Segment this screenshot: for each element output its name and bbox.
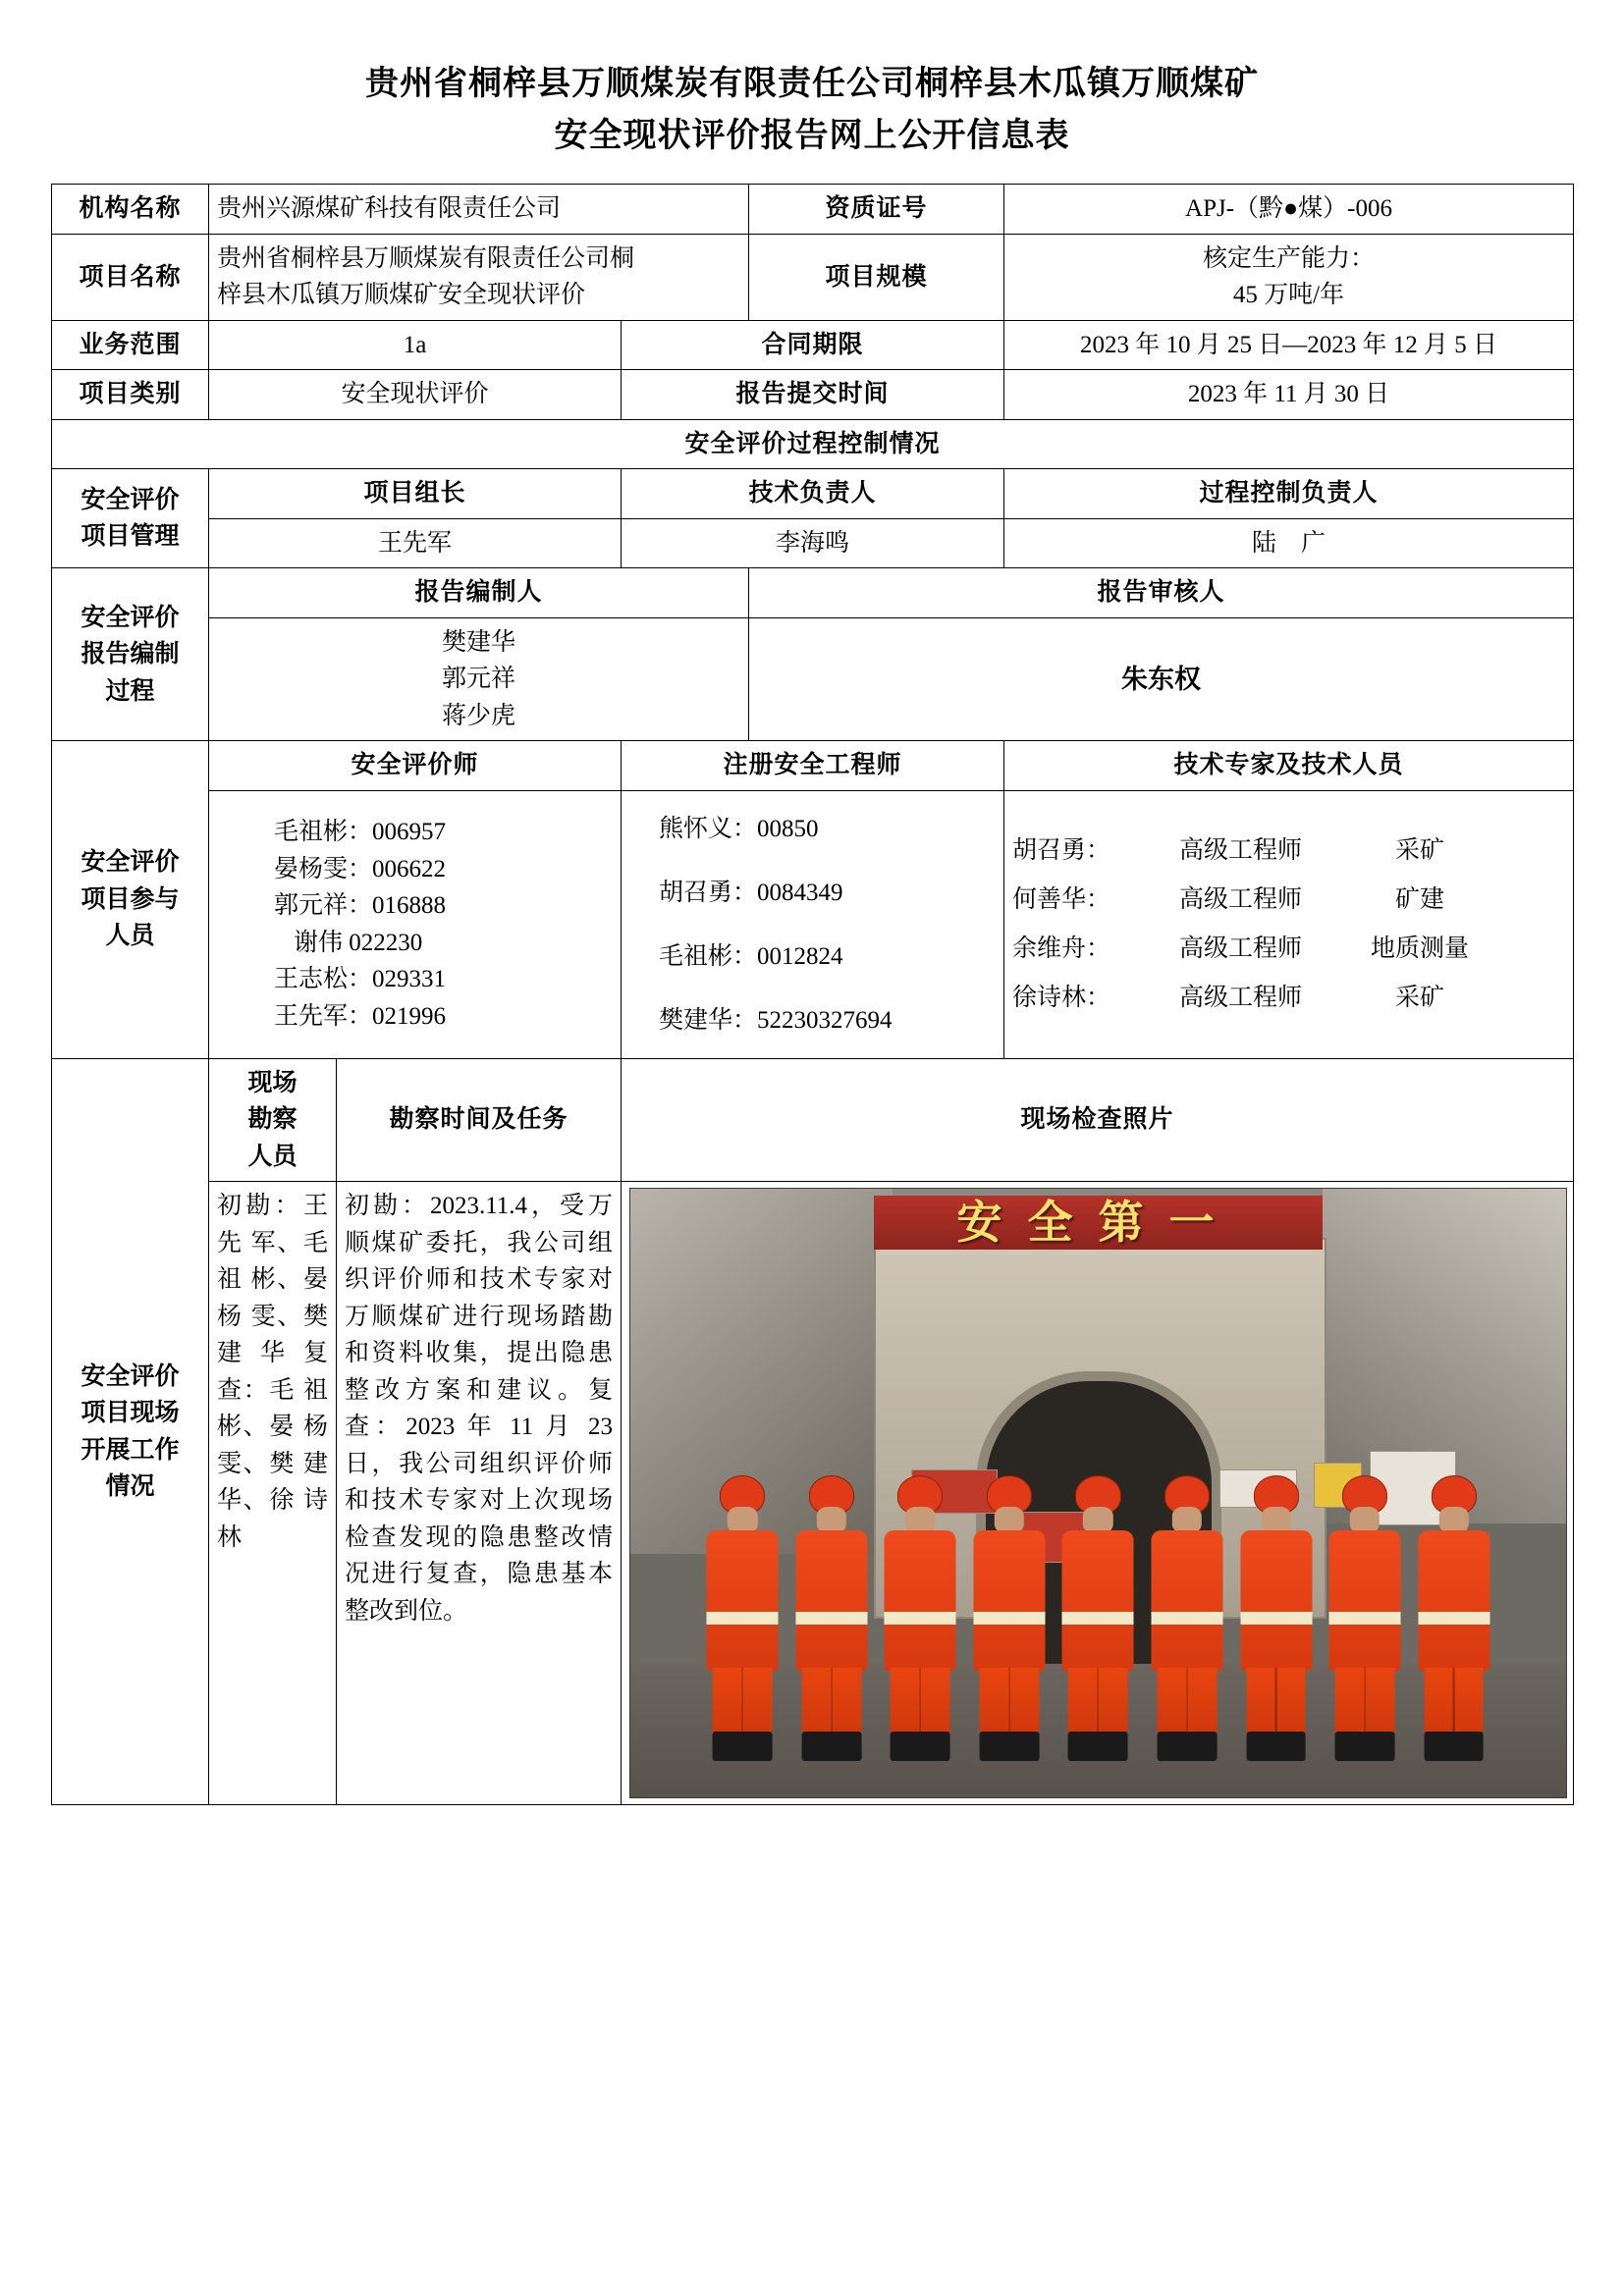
org-name-label: 机构名称	[52, 185, 209, 235]
report-process-label	[52, 568, 209, 741]
photo-worker	[1327, 1469, 1402, 1762]
expert-title: 高级工程师	[1179, 934, 1303, 962]
table-row	[52, 741, 1574, 791]
list-item	[1012, 876, 1565, 925]
table-row	[52, 469, 1574, 519]
participants-label-line-1: 安全评价	[81, 849, 180, 877]
project-scale-line-1: 核定生产能力：	[1203, 244, 1376, 272]
expert-name: 何善华：	[1012, 885, 1111, 913]
participants-label-line-2: 项目参与	[81, 885, 180, 913]
list-item: 晏杨雯：006622	[274, 855, 447, 882]
table-row	[52, 419, 1574, 469]
expert-name: 胡召勇：	[1012, 836, 1111, 864]
expert-field: 采矿	[1395, 984, 1445, 1011]
list-item: 王先军：021996	[274, 1002, 447, 1030]
project-name-value	[209, 234, 749, 320]
expert-title: 高级工程师	[1179, 836, 1303, 864]
site-staff-header-line-3: 人员	[247, 1143, 298, 1170]
engineer-header: 注册安全工程师	[622, 741, 1004, 791]
list-item: 蒋少虎	[442, 702, 516, 729]
table-row	[52, 1058, 1574, 1182]
table-row	[52, 1182, 1574, 1805]
table-row	[52, 568, 1574, 618]
table-row	[52, 790, 1574, 1058]
assessor-list	[209, 790, 622, 1058]
photo-worker	[1417, 1469, 1491, 1762]
table-row	[52, 185, 1574, 235]
site-task-text: 初勘：2023.11.4，受万顺煤矿委托，我公司组织评价师和技术专家对万顺煤矿进行现场踏勘和资料收集，提出隐患整改方案和建议。复查：2023 年 11 月 23 日，我公司组织评价师和技术专家对上次现场检查发现的隐患整改情况进行复查，隐患基本整改到位。	[337, 1182, 622, 1805]
expert-field: 矿建	[1395, 885, 1445, 913]
list-item: 熊怀义：00850	[659, 815, 819, 842]
title-line-1: 贵州省桐梓县万顺煤炭有限责任公司桐梓县木瓜镇万顺煤矿	[365, 66, 1259, 102]
photo-worker	[794, 1469, 869, 1762]
cert-label: 资质证号	[749, 185, 1004, 235]
process-control-section-title: 安全评价过程控制情况	[52, 419, 1574, 469]
expert-field: 地质测量	[1371, 934, 1470, 962]
site-staff-header-line-1: 现场	[247, 1069, 298, 1096]
assessor-header: 安全评价师	[209, 741, 622, 791]
project-scale-value	[1004, 234, 1574, 320]
title-line-2: 安全现状评价报告网上公开信息表	[554, 117, 1070, 154]
participants-label-line-3: 人员	[105, 923, 155, 950]
list-item	[1012, 827, 1565, 876]
photo-worker	[1060, 1469, 1135, 1762]
site-staff-text: 初勘：王 先 军、毛 祖 彬、晏 杨 雯、樊 建 华 复查：毛 祖 彬、晏 杨 雯、樊 建 华、徐 诗 林	[209, 1182, 337, 1805]
management-process-value: 陆 广	[1004, 518, 1574, 568]
photo-worker	[1239, 1469, 1314, 1762]
list-item	[1012, 925, 1565, 974]
list-item: 谢伟 022230	[294, 929, 423, 956]
expert-name: 余维舟：	[1012, 934, 1111, 962]
report-process-label-line-1: 安全评价	[81, 604, 180, 631]
report-process-label-line-3: 过程	[105, 677, 155, 705]
table-row	[52, 234, 1574, 320]
photo-banner-text: 安全第一	[874, 1196, 1323, 1251]
management-label-line-1: 安全评价	[81, 486, 180, 513]
project-scale-label: 项目规模	[749, 234, 1004, 320]
contract-value: 2023 年 10 月 25 日—2023 年 12 月 5 日	[1004, 320, 1574, 370]
expert-list	[1004, 790, 1574, 1058]
expert-header: 技术专家及技术人员	[1004, 741, 1574, 791]
expert-field: 采矿	[1395, 836, 1445, 864]
photo-worker-group	[705, 1469, 1491, 1762]
site-staff-header	[209, 1058, 337, 1182]
engineer-list	[622, 790, 1004, 1058]
site-work-label-line-1: 安全评价	[81, 1362, 180, 1390]
project-scale-line-2: 45 万吨/年	[1232, 282, 1345, 309]
list-item: 胡召勇：0084349	[659, 879, 843, 906]
org-name-value: 贵州兴源煤矿科技有限责任公司	[209, 185, 749, 235]
contract-label: 合同期限	[622, 320, 1004, 370]
site-work-label-line-2: 项目现场	[81, 1400, 180, 1427]
photo-worker	[705, 1469, 780, 1762]
list-item: 毛祖彬：0012824	[659, 942, 843, 970]
page-title	[51, 59, 1573, 162]
site-time-task-header: 勘察时间及任务	[337, 1058, 622, 1182]
management-process-header: 过程控制负责人	[1004, 469, 1574, 519]
expert-title: 高级工程师	[1179, 885, 1303, 913]
list-item: 毛祖彬：006957	[274, 819, 447, 846]
management-label	[52, 469, 209, 568]
table-row	[52, 370, 1574, 420]
management-leader-header: 项目组长	[209, 469, 622, 519]
management-leader-value: 王先军	[209, 518, 622, 568]
project-name-label: 项目名称	[52, 234, 209, 320]
cert-value: APJ-（黔●煤）-006	[1004, 185, 1574, 235]
table-row	[52, 320, 1574, 370]
list-item: 王志松：029331	[274, 966, 447, 993]
project-type-label: 项目类别	[52, 370, 209, 420]
site-work-label	[52, 1058, 209, 1805]
photo-worker	[972, 1469, 1047, 1762]
participants-label	[52, 741, 209, 1059]
list-item: 郭元祥	[442, 666, 516, 693]
table-row	[52, 518, 1574, 568]
management-label-line-2: 项目管理	[81, 523, 180, 551]
list-item	[1012, 974, 1565, 1023]
list-item: 樊建华：52230327694	[659, 1006, 893, 1034]
photo-worker	[1150, 1469, 1224, 1762]
expert-name: 徐诗林：	[1012, 984, 1111, 1011]
report-submit-value: 2023 年 11 月 30 日	[1004, 370, 1574, 420]
project-name-line-2: 梓县木瓜镇万顺煤矿安全现状评价	[217, 282, 586, 309]
management-tech-value: 李海鸣	[622, 518, 1004, 568]
report-reviewer-value: 朱东权	[749, 617, 1574, 741]
business-scope-value: 1a	[209, 320, 622, 370]
project-name-line-1: 贵州省桐梓县万顺煤炭有限责任公司桐	[217, 244, 635, 272]
report-writer-list	[209, 617, 749, 741]
project-type-value: 安全现状评价	[209, 370, 622, 420]
table-row	[52, 617, 1574, 741]
public-info-table	[51, 184, 1574, 1805]
report-writer-header: 报告编制人	[209, 568, 749, 618]
site-photo-header: 现场检查照片	[622, 1058, 1574, 1182]
site-work-label-line-3: 开展工作	[81, 1436, 180, 1464]
business-scope-label: 业务范围	[52, 320, 209, 370]
list-item: 郭元祥：016888	[274, 892, 447, 920]
list-item: 樊建华	[442, 628, 516, 656]
expert-title: 高级工程师	[1179, 984, 1303, 1011]
site-inspection-photo	[629, 1188, 1567, 1798]
report-reviewer-header: 报告审核人	[749, 568, 1574, 618]
photo-worker	[883, 1469, 957, 1762]
site-work-label-line-4: 情况	[105, 1473, 155, 1501]
report-submit-label: 报告提交时间	[622, 370, 1004, 420]
site-photo-cell	[622, 1182, 1574, 1805]
management-tech-header: 技术负责人	[622, 469, 1004, 519]
report-process-label-line-2: 报告编制	[81, 641, 180, 668]
site-staff-header-line-2: 勘察	[247, 1106, 298, 1134]
